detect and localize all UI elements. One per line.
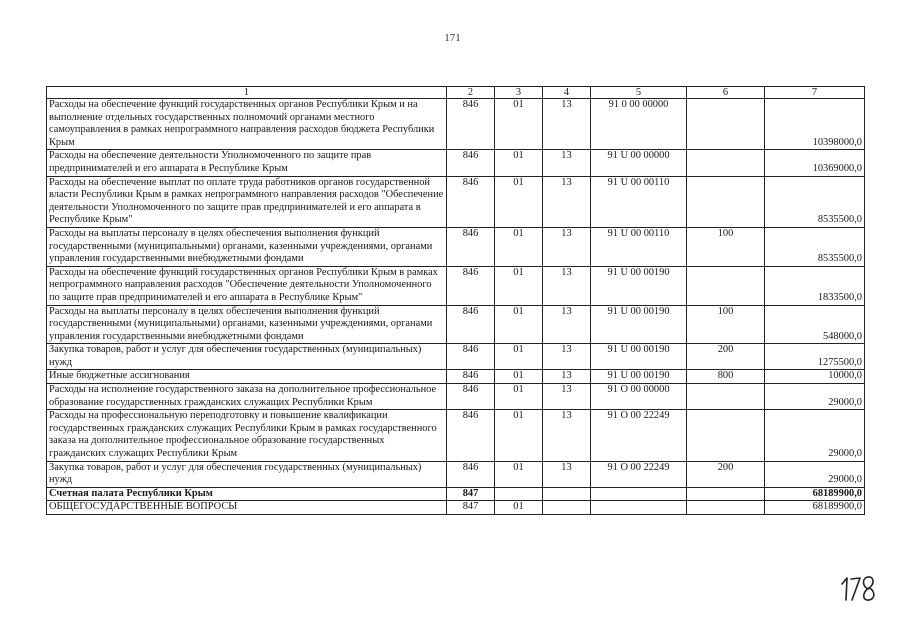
code-cell: 01	[495, 370, 543, 384]
expense-name-cell: Иные бюджетные ассигнования	[47, 370, 447, 384]
expense-name-cell: Счетная палата Республики Крым	[47, 487, 447, 501]
table-row	[47, 384, 865, 410]
expense-name-cell: ОБЩЕГОСУДАРСТВЕННЫЕ ВОПРОСЫ	[47, 501, 447, 515]
code-cell	[591, 501, 687, 515]
table-row	[47, 344, 865, 370]
expense-name-cell: Расходы на обеспечение деятельности Уполномоченного по защите прав предпринимателей и его аппарата в Республике Крым	[47, 150, 447, 176]
expense-name-cell: Расходы на выплаты персоналу в целях обеспечения выполнения функций государственными (муниципальными) органами, казенными учреждениями, органами управления государственными внебюджетными фондами	[47, 305, 447, 344]
expense-name-cell: Расходы на выплаты персоналу в целях обеспечения выполнения функций государственными (муниципальными) органами, казенными учреждениями, органами управления государственными внебюджетными фондами	[47, 227, 447, 266]
amount-cell: 8535500,0	[765, 176, 865, 227]
table-row	[47, 266, 865, 305]
amount-cell: 1833500,0	[765, 266, 865, 305]
code-cell: 91 О 00 22249	[591, 410, 687, 461]
code-cell: 13	[543, 461, 591, 487]
code-cell: 91 U 00 00190	[591, 305, 687, 344]
code-cell: 846	[447, 370, 495, 384]
code-cell	[687, 501, 765, 515]
handwritten-page-number	[838, 572, 878, 602]
expense-name-cell: Расходы на обеспечение выплат по оплате труда работников органов государственной власти Республики Крым в рамках непрограммного направления расходов "Обеспечение деятельности Уполномоченного по защите прав предпринимателей и его аппарата в Республике Крым"	[47, 176, 447, 227]
code-cell: 200	[687, 344, 765, 370]
code-cell: 846	[447, 344, 495, 370]
code-cell: 847	[447, 501, 495, 515]
expense-name-cell: Расходы на профессиональную переподготовку и повышение квалификации государственных гражданских служащих Республики Крым в рамках государственного заказа на дополнительное профессиональное образование государственных гражданских служащих Республики Крым	[47, 410, 447, 461]
code-cell	[687, 487, 765, 501]
code-cell: 91 О 00 22249	[591, 461, 687, 487]
code-cell: 01	[495, 266, 543, 305]
code-cell: 846	[447, 461, 495, 487]
code-cell	[543, 487, 591, 501]
code-cell: 91 U 00 00190	[591, 266, 687, 305]
table-row	[47, 487, 865, 501]
amount-cell: 29000,0	[765, 461, 865, 487]
amount-cell: 29000,0	[765, 384, 865, 410]
code-cell: 01	[495, 150, 543, 176]
code-cell: 13	[543, 384, 591, 410]
code-cell	[591, 487, 687, 501]
expense-name-cell: Расходы на обеспечение функций государственных органов Республики Крым в рамках непрограммного направления расходов "Обеспечение деятельности Уполномоченного по защите прав предпринимателей и его аппарата в Республике Крым"	[47, 266, 447, 305]
code-cell: 13	[543, 150, 591, 176]
table-row	[47, 227, 865, 266]
code-cell: 01	[495, 227, 543, 266]
code-cell: 13	[543, 176, 591, 227]
code-cell: 846	[447, 410, 495, 461]
amount-cell: 68189900,0	[765, 501, 865, 515]
code-cell: 01	[495, 176, 543, 227]
header-cell: 7	[765, 87, 865, 99]
header-cell: 2	[447, 87, 495, 99]
table-row	[47, 305, 865, 344]
code-cell: 01	[495, 384, 543, 410]
code-cell: 91 О 00 00000	[591, 384, 687, 410]
header-row	[47, 87, 865, 99]
code-cell: 01	[495, 344, 543, 370]
amount-cell: 10369000,0	[765, 150, 865, 176]
code-cell: 91 0 00 00000	[591, 99, 687, 150]
code-cell	[687, 266, 765, 305]
expense-name-cell: Закупка товаров, работ и услуг для обеспечения государственных (муниципальных) нужд	[47, 461, 447, 487]
code-cell: 846	[447, 150, 495, 176]
code-cell	[687, 99, 765, 150]
expense-name-cell: Расходы на обеспечение функций государственных органов Республики Крым и на выполнение отдельных государственных полномочий органами местного самоуправления в рамках непрограммного направления расходов бюджета Республики Крым	[47, 99, 447, 150]
amount-cell: 10000,0	[765, 370, 865, 384]
table-row	[47, 176, 865, 227]
table-row	[47, 150, 865, 176]
code-cell: 100	[687, 227, 765, 266]
amount-cell: 10398000,0	[765, 99, 865, 150]
header-cell: 1	[47, 87, 447, 99]
code-cell: 01	[495, 99, 543, 150]
code-cell: 01	[495, 501, 543, 515]
code-cell: 13	[543, 227, 591, 266]
table-row	[47, 99, 865, 150]
code-cell: 91 U 00 00000	[591, 150, 687, 176]
code-cell: 846	[447, 227, 495, 266]
table-row	[47, 501, 865, 515]
code-cell	[687, 410, 765, 461]
code-cell: 01	[495, 461, 543, 487]
code-cell: 13	[543, 99, 591, 150]
amount-cell: 548000,0	[765, 305, 865, 344]
header-cell: 3	[495, 87, 543, 99]
code-cell: 846	[447, 176, 495, 227]
code-cell: 846	[447, 266, 495, 305]
code-cell: 91 U 00 00110	[591, 176, 687, 227]
table-row	[47, 461, 865, 487]
code-cell: 13	[543, 410, 591, 461]
page-number: 171	[444, 32, 461, 44]
expense-name-cell: Закупка товаров, работ и услуг для обеспечения государственных (муниципальных) нужд	[47, 344, 447, 370]
code-cell: 13	[543, 344, 591, 370]
code-cell	[543, 501, 591, 515]
code-cell: 01	[495, 410, 543, 461]
code-cell: 01	[495, 305, 543, 344]
header-cell: 5	[591, 87, 687, 99]
code-cell: 13	[543, 266, 591, 305]
amount-cell: 8535500,0	[765, 227, 865, 266]
code-cell: 800	[687, 370, 765, 384]
code-cell: 91 U 00 00190	[591, 344, 687, 370]
code-cell: 100	[687, 305, 765, 344]
amount-cell: 29000,0	[765, 410, 865, 461]
code-cell: 846	[447, 99, 495, 150]
code-cell: 847	[447, 487, 495, 501]
budget-table	[46, 86, 865, 515]
code-cell: 13	[543, 305, 591, 344]
table-row	[47, 370, 865, 384]
code-cell: 200	[687, 461, 765, 487]
code-cell	[687, 150, 765, 176]
code-cell: 13	[543, 370, 591, 384]
code-cell: 846	[447, 384, 495, 410]
table-row	[47, 410, 865, 461]
code-cell: 91 U 00 00190	[591, 370, 687, 384]
code-cell: 846	[447, 305, 495, 344]
code-cell: 91 U 00 00110	[591, 227, 687, 266]
amount-cell: 68189900,0	[765, 487, 865, 501]
code-cell	[687, 384, 765, 410]
code-cell	[687, 176, 765, 227]
header-cell: 6	[687, 87, 765, 99]
header-cell: 4	[543, 87, 591, 99]
amount-cell: 1275500,0	[765, 344, 865, 370]
code-cell	[495, 487, 543, 501]
expense-name-cell: Расходы на исполнение государственного заказа на дополнительное профессиональное образование государственных гражданских служащих Республики Крым	[47, 384, 447, 410]
